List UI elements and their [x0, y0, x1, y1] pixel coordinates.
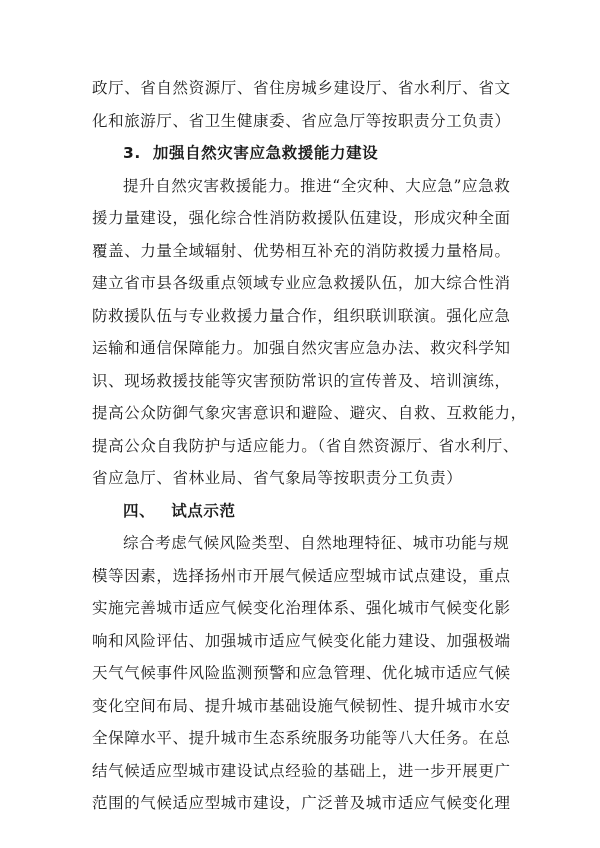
paragraph-line: 实施完善城市适应气候变化治理体系、强化城市气候变化影 [92, 599, 511, 617]
paragraph-line: 综合考虑气候风险类型、自然地理特征、城市功能与规 [123, 534, 510, 552]
paragraph-line: 天气气候事件风险监测预警和应急管理、优化城市适应气候 [92, 664, 511, 682]
paragraph-line: 识、现场救援技能等灾害预防常识的宣传普及、培训演练， [92, 372, 511, 390]
section-heading [123, 143, 513, 163]
paragraph-line: 建立省市县各级重点领域专业应急救援队伍，加大综合性消 [92, 274, 511, 292]
paragraph-line: 提高公众自我防护与适应能力。（省自然资源厅、省水利厅、 [92, 437, 519, 455]
section-title: 试点示范 [171, 502, 236, 520]
paragraph-line: 防救援队伍与专业救援力量合作，组织联训联演。强化应急 [92, 307, 511, 325]
paragraph-line: 化和旅游厅、省卫生健康委、省应急厅等按职责分工负责） [92, 112, 511, 130]
section-title: 加强自然灾害应急救援能力建设 [152, 144, 379, 162]
paragraph-line: 援力量建设，强化综合性消防救援队伍建设，形成灾种全面 [92, 209, 511, 227]
section-heading [123, 501, 513, 521]
paragraph-line: 全保障水平、提升城市生态系统服务功能等八大任务。在总 [92, 729, 511, 747]
section-number: 3. [123, 144, 141, 162]
paragraph-line: 政厅、省自然资源厅、省住房城乡建设厅、省水利厅、省文 [92, 79, 511, 97]
paragraph-line: 范围的气候适应型城市建设，广泛普及城市适应气候变化理 [92, 794, 511, 812]
paragraph-line: 变化空间布局、提升城市基础设施气候韧性、提升城市水安 [92, 697, 511, 715]
paragraph-line: 运输和通信保障能力。加强自然灾害应急办法、救灾科学知 [92, 339, 511, 357]
paragraph-line: 提高公众防御气象灾害意识和避险、避灾、自救、互救能力， [92, 404, 527, 422]
paragraph-line: 覆盖、力量全域辐射、优势相互补充的消防救援力量格局。 [92, 242, 511, 260]
paragraph-line: 结气候适应型城市建设试点经验的基础上，进一步开展更广 [92, 762, 511, 780]
paragraph-line: 提升自然灾害救援能力。推进“全灾种、大应急”应急救 [123, 177, 511, 195]
paragraph-line: 省应急厅、省林业局、省气象局等按职责分工负责） [92, 469, 463, 487]
paragraph-line: 模等因素，选择扬州市开展气候适应型城市试点建设，重点 [92, 567, 511, 585]
paragraph-line: 响和风险评估、加强城市适应气候变化能力建设、加强极端 [92, 632, 511, 650]
section-number: 四、 [123, 502, 156, 520]
